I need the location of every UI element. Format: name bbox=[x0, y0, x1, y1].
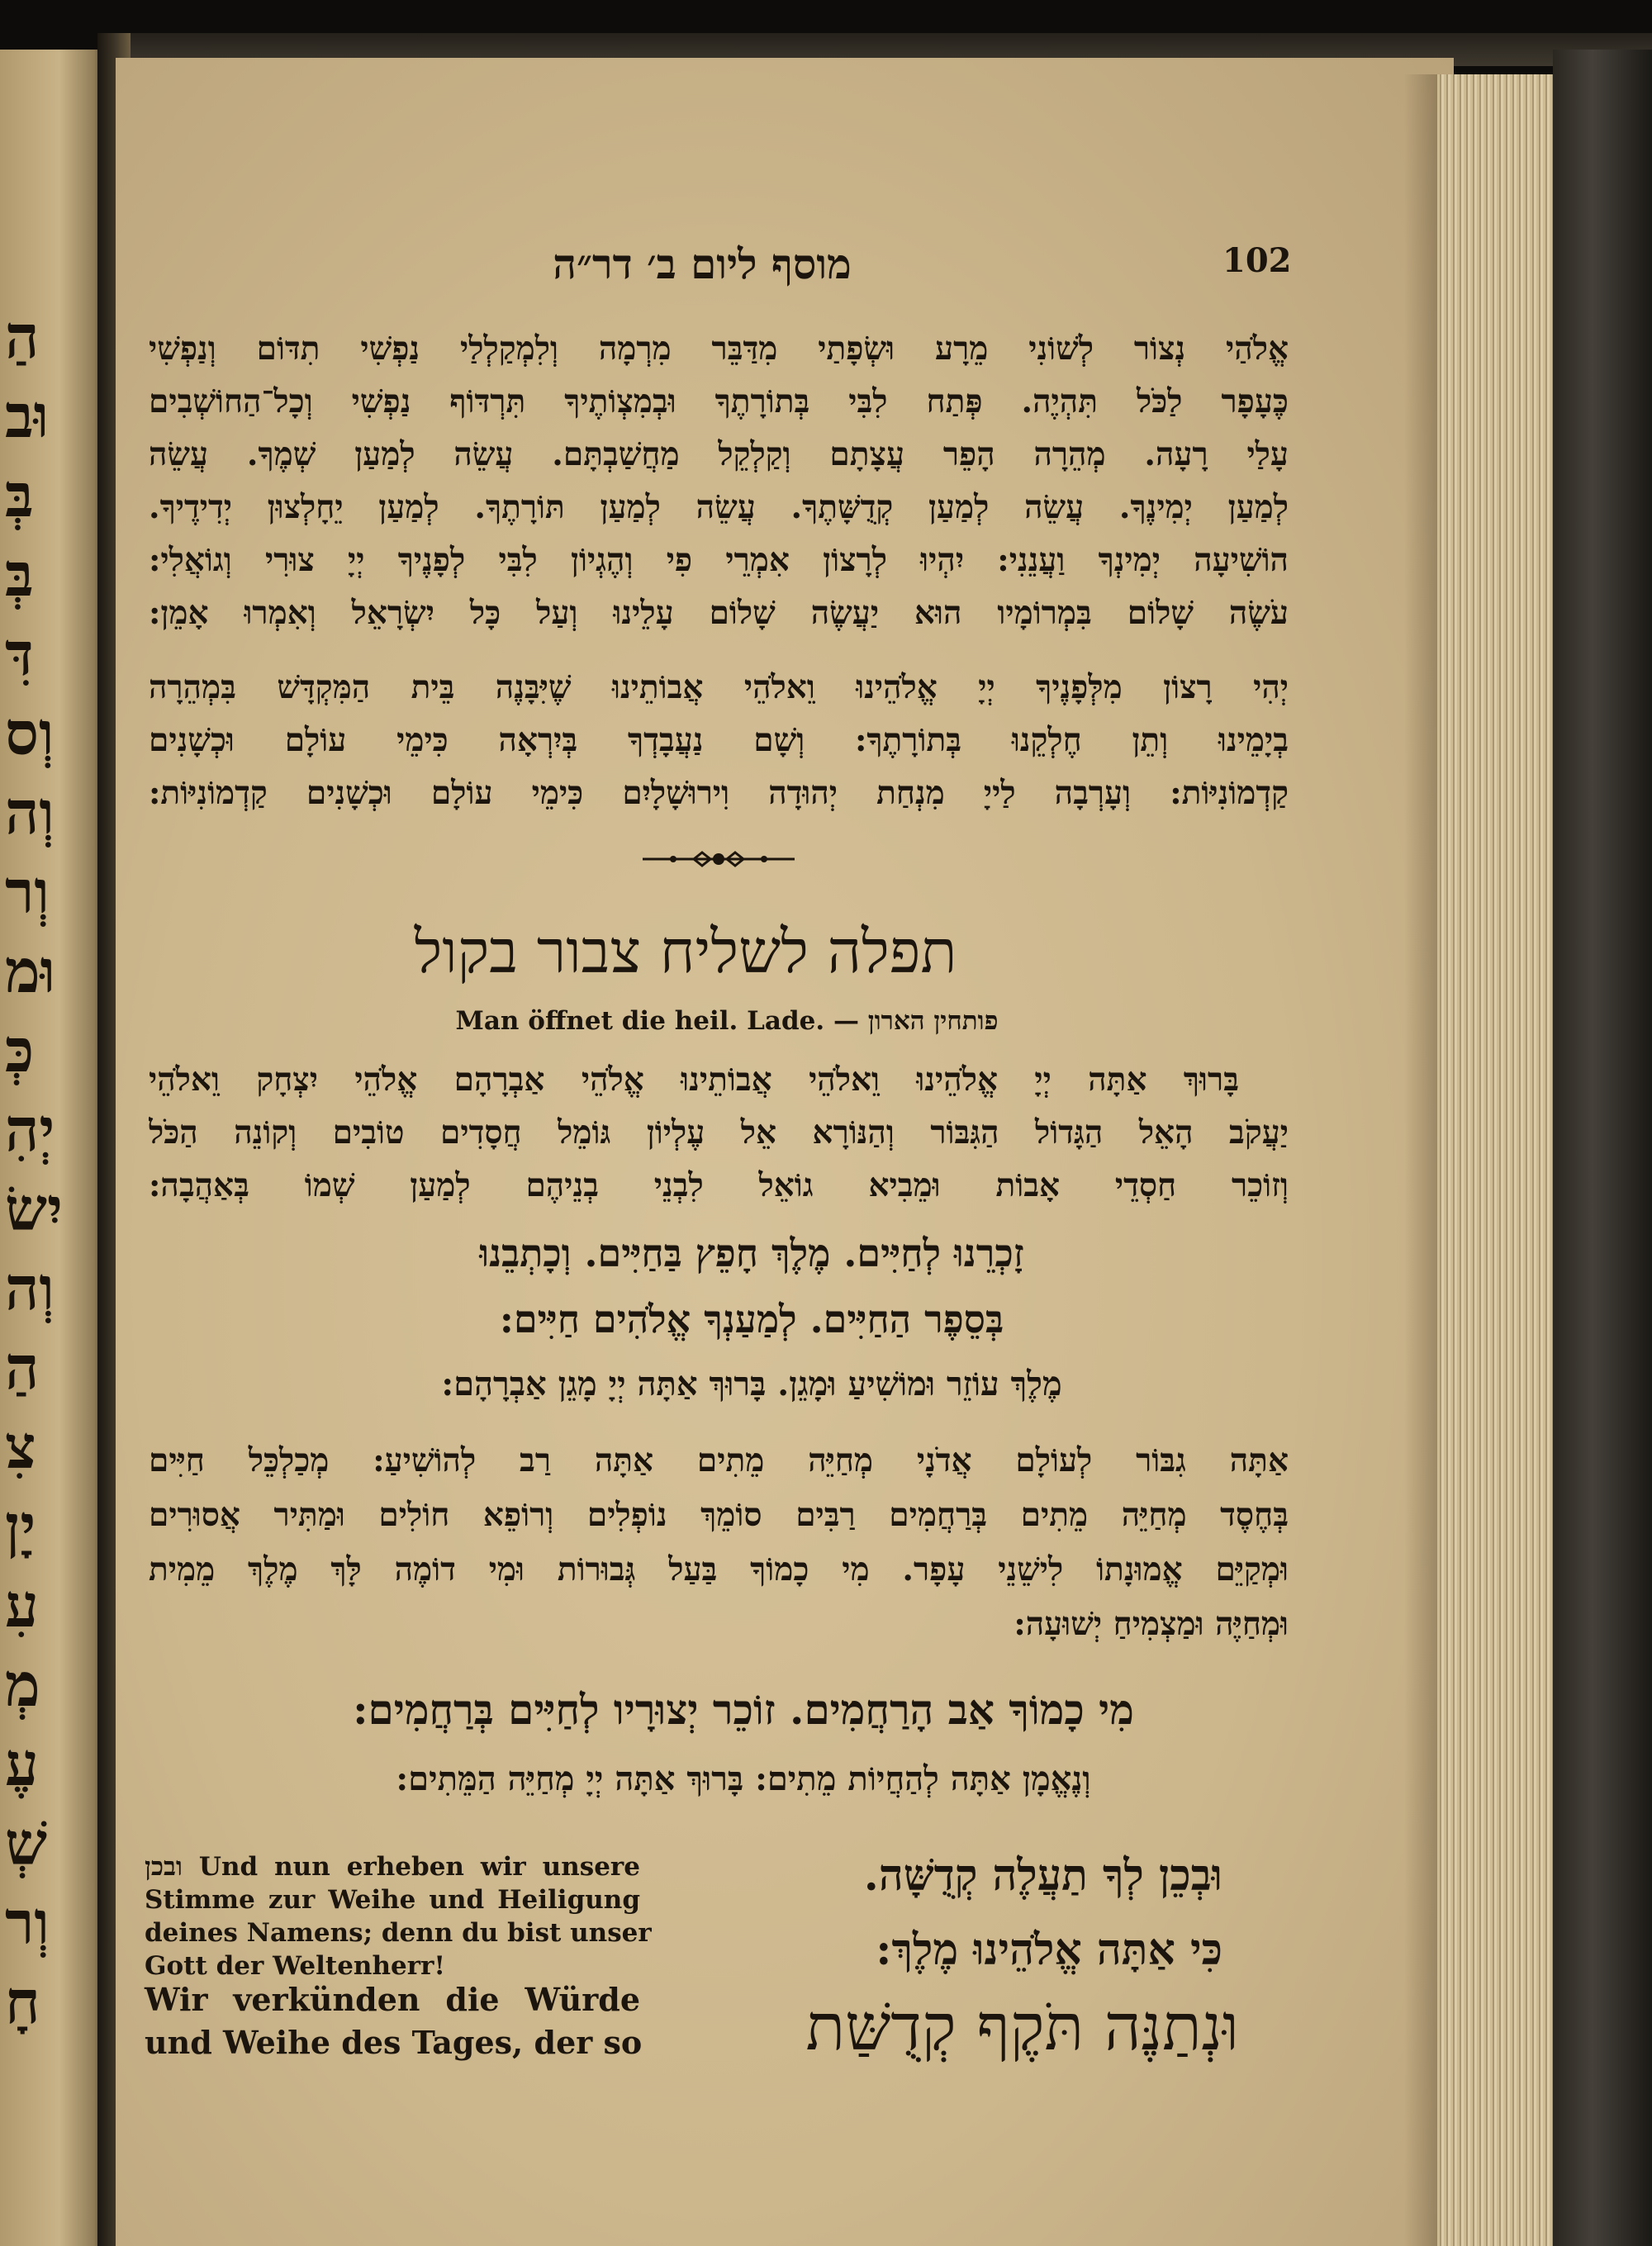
text-line: וּמְחַיֶּה וּמַצְמִיחַ יְשׁוּעָה: bbox=[1014, 1605, 1289, 1643]
text-line: וּמְקַיֵּם אֱמוּנָתוֹ לִישֵׁנֵי עָפָר. מִי כָמוֹךָ בַּעַל גְּבוּרוֹת וּמִי דוֹמֶה לָּךְ מֶלֶךְ מֵמִית bbox=[149, 1550, 1289, 1588]
zochrenu-line-1: זָכְרֵנוּ לְחַיִּים. מֶלֶךְ חָפֵץ בַּחַיִּים. וְכָתְבֵנוּ bbox=[479, 1231, 1024, 1275]
left-page-fragment bbox=[0, 50, 107, 2246]
running-header: מוסף ליום ב׳ דר״ה bbox=[553, 240, 852, 288]
unetaneh-tokef-heading: וּנְתַנֶּה תֹּקֶף קְדֻשַּׁת bbox=[805, 1991, 1239, 2065]
text-line: עֹשֶׂה שָׁלוֹם בִּמְרוֹמָיו הוּא יַעֲשֶׂה שָׁלוֹם עָלֵינוּ וְעַל כָּל יִשְׂרָאֵל וְאִמְרוּ אָמֵן: bbox=[149, 594, 1289, 632]
text-line: וְזוֹכֵר חַסְדֵי אָבוֹת וּמֵבִיא גוֹאֵל לִבְנֵי בְנֵיהֶם לְמַעַן שְׁמוֹ בְּאַהֲבָה: bbox=[149, 1166, 1289, 1204]
avot-paragraph bbox=[149, 1053, 1289, 1212]
rubric-german: Man öffnet die heil. Lade. — bbox=[455, 1006, 859, 1036]
kedusha-line-2: כִּי אַתָּה אֱלֹהֵינוּ מֶלֶךְ: bbox=[876, 1925, 1222, 1975]
text-line: בְיָמֵינוּ וְתֵן חֶלְקֵנוּ בְּתוֹרָתֶךָ: וְשָׁם נַעֲבָדְךָ בְּיִרְאָה כִּימֵי עוֹלָם וּכְשָׁנִים bbox=[149, 721, 1289, 759]
left-page-letter: יָן bbox=[5, 1491, 36, 1561]
mechaye-hametim-line: וְנֶאֱמָן אַתָּה לְהַחֲיוֹת מֵתִים: בָּרוּךְ אַתָּה יְיָ מְחַיֵּה הַמֵּתִים: bbox=[396, 1759, 1091, 1798]
magen-avraham-line: מֶלֶךְ עוֹזֵר וּמוֹשִׁיעַ וּמָגֵן. בָּרוּךְ אַתָּה יְיָ מָגֵן אַבְרָהָם: bbox=[441, 1365, 1062, 1403]
zochrenu-line-2: בְּסֵפֶר הַחַיִּים. לְמַעַנְךָ אֱלֹהִים חַיִּים: bbox=[499, 1297, 1004, 1341]
text-line: לְמַעַן יְמִינֶךָ. עֲשֵׂה לְמַעַן קְדֻשָּׁתֶךָ. עֲשֵׂה לְמַעַן תּוֹרָתֶךָ. לְמַעַן יֵחָלְצוּן יְדִידֶיךָ. bbox=[149, 488, 1289, 526]
left-page-letter: וְר bbox=[5, 1887, 50, 1958]
left-page-letter: וְה bbox=[5, 777, 55, 848]
left-page-letter: וְר bbox=[5, 857, 50, 927]
section-title: תפלה לשליח צבור בקול bbox=[414, 917, 957, 986]
german-line: deines Namens; denn du bist unser bbox=[145, 1918, 652, 1948]
text-line: עָלַי רָעָה. מְהֵרָה הָפֵר עֲצָתָם וְקַלְקֵל מַחֲשַׁבְתָּם. עֲשֵׂה לְמַעַן שְׁמֶךָ. עֲשֵׂה bbox=[149, 435, 1289, 473]
left-page-letter: דִּ bbox=[5, 619, 34, 689]
left-page-letter: יְהִ bbox=[5, 1095, 55, 1165]
text-line: כֶּעָפָר לַכֹּל תִּהְיֶה. פְּתַח לִבִּי בְּתוֹרָתֶךָ וּבְמִצְוֹתֶיךָ תִּרְדּוֹף נַפְשִׁי וְכָל־הַחוֹשְׁבִים bbox=[149, 382, 1289, 420]
left-page-letter: הַ bbox=[5, 302, 40, 372]
text-line: קַדְמוֹנִיּוֹת: וְעָרְבָה לַייָ מִנְחַת יְהוּדָה וִירוּשָׁלָיִם כִּימֵי עוֹלָם וּכְשָׁנִים קַדְמוֹנִיּוֹת: bbox=[149, 774, 1289, 812]
german-note-hebrew: ובכן bbox=[145, 1852, 183, 1882]
left-page-letter: עִ bbox=[5, 1570, 39, 1641]
left-page-letter: כְּ bbox=[5, 1015, 35, 1085]
left-page-letter: מְ bbox=[5, 1650, 40, 1720]
text-line: אַתָּה גִבּוֹר לְעוֹלָם אֲדֹנָי מְחַיֵּה מֵתִים אַתָּה רַב לְהוֹשִׁיעַ: מְכַלְכֵּל חַיִּים bbox=[149, 1441, 1289, 1479]
german-translation-note bbox=[145, 1850, 652, 1982]
german-line: und Weihe des Tages, der so bbox=[145, 2024, 643, 2061]
mi-chamocha-line: מִי כָמוֹךָ אַב הָרַחֲמִים. זוֹכֵר יְצוּרָיו לְחַיִּים בְּרַחֲמִים: bbox=[353, 1685, 1134, 1734]
left-page-letter: בְּ bbox=[5, 460, 34, 530]
text-line: יַעֲקֹב הָאֵל הַגָּדוֹל הַגִּבּוֹר וְהַנּוֹרָא אֵל עֶלְיוֹן גּוֹמֵל חֲסָדִים טוֹבִים וְקוֹנֵה הַכֹּל bbox=[149, 1114, 1289, 1151]
kedusha-line-1: וּבְכֵן לְךָ תַעֲלֶה קְדֻשָּׁה. bbox=[863, 1850, 1222, 1901]
text-line: בָּרוּךְ אַתָּה יְיָ אֱלֹהֵינוּ וֵאלֹהֵי אֲבוֹתֵינוּ אֱלֹהֵי אַבְרָהָם אֱלֹהֵי יִצְחָק וֵאלֹהֵי bbox=[149, 1061, 1239, 1099]
left-page-letter: חָ bbox=[5, 1967, 40, 2037]
gevurot-paragraph bbox=[149, 1433, 1289, 1651]
elohai-netzor-paragraph bbox=[149, 322, 1289, 639]
left-page-letter: וְס bbox=[5, 698, 55, 768]
left-page-letter: יִשׂ bbox=[5, 1174, 63, 1244]
yehi-ratzon-paragraph bbox=[149, 661, 1289, 819]
left-page-margin-letters bbox=[0, 297, 99, 2042]
left-page-letter: וּב bbox=[5, 381, 50, 451]
text-line: הוֹשִׁיעָה יְמִינְךָ וַעֲנֵנִי: יִהְיוּ לְרָצוֹן אִמְרֵי פִי וְהֶגְיוֹן לִבִּי לְפָנֶיךָ יְיָ צוּרִי וְגוֹאֲלִי: bbox=[149, 541, 1289, 579]
left-page-letter: בְּ bbox=[5, 539, 34, 610]
book-cover-spine bbox=[1553, 50, 1652, 2246]
text-line: בְּחֶסֶד מְחַיֵּה מֵתִים בְּרַחֲמִים רַבִּים סוֹמֵךְ נוֹפְלִים וְרוֹפֵא חוֹלִים וּמַתִּיר אֲסוּרִים bbox=[149, 1496, 1289, 1534]
left-page-letter: צִ bbox=[5, 1412, 36, 1482]
left-page-letter: עֶ bbox=[5, 1729, 39, 1799]
german-line: Stimme zur Weihe und Heiligung bbox=[145, 1885, 640, 1915]
text-line: אֱלֹהַי נְצוֹר לְשׁוֹנִי מֵרָע וּשְׂפָתַי מִדַּבֵּר מִרְמָה וְלִמְקַלְלַי נַפְשִׁי תִדּוֹם וְנַפְשִׁי bbox=[149, 330, 1289, 368]
rubric-hebrew: פותחין הארון bbox=[867, 1006, 999, 1036]
left-page-letter: וּמ bbox=[5, 936, 56, 1006]
left-page-letter: שְׁ bbox=[5, 1808, 47, 1878]
page-edges bbox=[1437, 74, 1561, 2246]
ornament-divider bbox=[636, 843, 801, 876]
german-line: Gott der Weltenherr! bbox=[145, 1951, 446, 1981]
rubric bbox=[430, 1006, 1024, 1036]
page-number: 102 bbox=[1222, 241, 1292, 280]
left-page-letter: וְה bbox=[5, 1253, 55, 1323]
german-translation-paragraph bbox=[145, 1978, 643, 2064]
german-line-text: Und nun erheben wir unsere bbox=[198, 1852, 640, 1882]
german-line: Wir verkünden die Würde bbox=[145, 1981, 640, 2018]
left-page-letter: הַ bbox=[5, 1332, 40, 1403]
german-line bbox=[145, 1850, 640, 1883]
text-line: יְהִי רָצוֹן מִלְּפָנֶיךָ יְיָ אֱלֹהֵינוּ וֵאלֹהֵי אֲבוֹתֵינוּ שֶׁיִּבָּנֶה בֵּית הַמִּקְדָּשׁ בִּמְהֵרָה bbox=[149, 668, 1289, 706]
